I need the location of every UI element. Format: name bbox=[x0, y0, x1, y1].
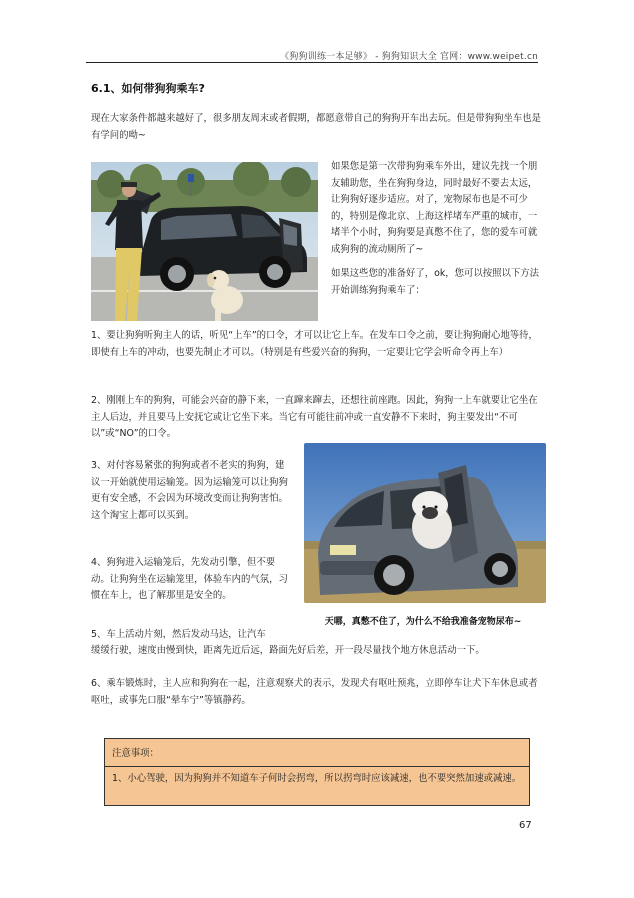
photo-man-dog-suv bbox=[91, 162, 318, 321]
header-rule bbox=[86, 62, 538, 63]
step-4: 4、狗狗进入运输笼后，先发动引擎，但不要动。让狗狗坐在运输笼里，体验车内的气氛，习惯在车上，也了解那里是安全的。 bbox=[91, 557, 288, 601]
step-6: 6、乘车锻炼时，主人应和狗狗在一起，注意观察犬的表示，发现犬有呕吐预兆，立即停车让犬下车休息或者呕吐，或事先口服“晕车宁”等镇静药。 bbox=[91, 678, 538, 706]
notice-box bbox=[104, 738, 530, 806]
section-title: 6.1、如何带狗狗乘车? bbox=[91, 82, 205, 95]
page-number: 67 bbox=[519, 820, 532, 831]
notice-title: 注意事项： bbox=[112, 748, 159, 759]
side-paragraph-1: 如果您是第一次带狗狗乘车外出，建议先找一个朋友辅助您，坐在狗狗身边，同时最好不要去太远，让狗狗好逐步适应。对了，宠物尿布也是不可少的，特别是像北京、上海这样堵车严重的城市，一堵半个小时，狗狗要是真憋不住了，您的爱车可就成狗狗的流动厕所了~ bbox=[331, 161, 538, 255]
step-3: 3、对付容易紧张的狗狗或者不老实的狗狗，建议一开始就使用运输笼。因为运输笼可以让狗狗更有安全感，不会因为环境改变而让狗狗害怕。这个淘宝上都可以买到。 bbox=[91, 460, 288, 521]
step-5-line-2: 缓缓行驶，速度由慢到快，距离先近后远，路面先好后差，开一段尽量找个地方休息活动一下。 bbox=[91, 645, 485, 656]
step-1: 1、要让狗狗听狗主人的话，听见“上车”的口令，才可以让它上车。在发车口令之前，要让狗狗耐心地等待，即使有上车的冲动，也要先制止才可以。（特别是有些爱兴奋的狗狗，一定要让它学会听命令再上车） bbox=[91, 330, 538, 358]
notice-item-1: 1、小心驾驶，因为狗狗并不知道车子何时会拐弯，所以拐弯时应该减速，也不要突然加速或减速。 bbox=[112, 773, 522, 784]
side-text bbox=[331, 159, 546, 299]
page-header: 《狗狗训练一本足够》 - 狗狗知识大全 官网：www.weipet.cn bbox=[280, 52, 538, 62]
photo-sheepdog-car bbox=[304, 443, 546, 603]
step-2: 2、刚刚上车的狗狗，可能会兴奋的静下来，一直蹿来蹿去，还想往前座跑。因此，狗狗一上车就要让它坐在主人后边，并且要马上安抚它或让它坐下来。当它有可能往前冲或一直安静不下来时，狗主要发出“不可以”或“NO”的口令。 bbox=[91, 395, 538, 439]
intro-paragraph: 现在大家条件都越来越好了，很多朋友周末或者假期，都愿意带自己的狗狗开车出去玩。但是带狗狗坐车也是有学问的呦~ bbox=[91, 113, 542, 141]
notice-divider bbox=[105, 766, 529, 767]
photo-caption: 天哪，真憋不住了，为什么不给我准备宠物尿布~ bbox=[324, 617, 522, 627]
side-paragraph-2: 如果这些您的准备好了，ok，您可以按照以下方法开始训练狗狗乘车了： bbox=[331, 268, 540, 296]
step-5-line-1: 5、车上活动片刻，然后发动马达，让汽车 bbox=[91, 629, 266, 640]
